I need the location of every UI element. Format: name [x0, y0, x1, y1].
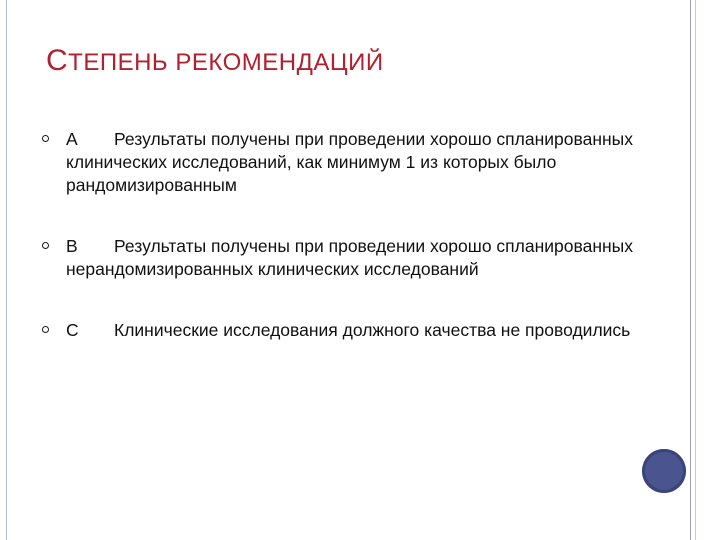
- frame-line-right-inner: [695, 0, 696, 540]
- slide-title-rest: ТЕПЕНЬ РЕКОМЕНДАЦИЙ: [68, 49, 384, 76]
- grade-label: А: [66, 129, 78, 149]
- slide-title-first-letter: С: [46, 44, 69, 77]
- bullet-circle-icon: [42, 242, 49, 249]
- list-item-c: [42, 319, 672, 342]
- grade-description: Результаты получены при проведении хорошо спланированных клинических исследований, как минимум 1 из которых было рандомизированным: [66, 129, 633, 195]
- list-item-a: [42, 128, 672, 197]
- list-item-b: [42, 235, 672, 281]
- bullet-circle-icon: [42, 326, 49, 333]
- bullet-circle-icon: [42, 135, 49, 142]
- frame-line-right: [690, 0, 691, 540]
- recommendation-list: [42, 128, 672, 380]
- slide-title: [46, 44, 384, 78]
- grade-label: В: [66, 236, 78, 256]
- frame-line-left: [6, 0, 7, 540]
- grade-description: Клинические исследования должного качества не проводились: [114, 320, 631, 340]
- grade-description: Результаты получены при проведении хорошо спланированных нерандомизированных клинических исследований: [66, 236, 633, 279]
- decorative-circle-icon: [642, 449, 686, 493]
- grade-label: С: [66, 320, 79, 340]
